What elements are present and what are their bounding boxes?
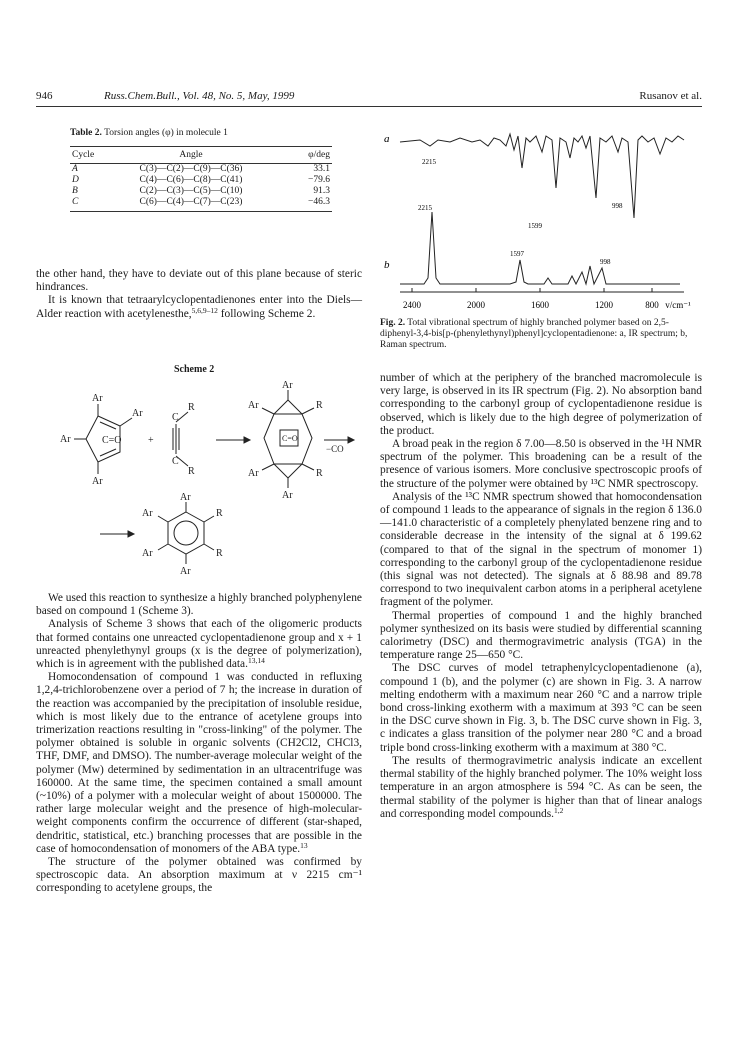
reference-superscript: 13,14 xyxy=(247,656,265,666)
reference-superscript: 13 xyxy=(300,840,308,850)
ir-spectrum-trace xyxy=(400,134,684,218)
figure-caption-text: Total vibrational spectrum of highly branched polymer based on 2,5-diphenyl-3,4-bis[p-(phenylethynyl)phenyl]cyclopentadienone: a, IR spectrum; b, Raman spectrum. xyxy=(380,318,688,351)
scheme-label-ar: Ar xyxy=(282,490,293,501)
table-row xyxy=(70,175,332,186)
table-cell: D xyxy=(72,175,79,185)
table-cell: −46.3 xyxy=(278,197,332,212)
table-cell: 33.1 xyxy=(313,164,330,174)
table-header-row xyxy=(70,147,332,164)
scheme-label-ar: Ar xyxy=(92,476,103,487)
paragraph: the other hand, they have to deviate out of this plane because of steric hindrances. xyxy=(36,268,362,294)
paragraph: Thermal properties of compound 1 and the highly branched polymer synthesized on its basis were studied by differential scanning calorimetry (DSC) and thermogravimetric analysis (TGA) in the temperature range 25—650 °C. xyxy=(380,609,702,662)
paragraph: It is known that tetraarylcyclopentadienones enter into the Diels—Alder reaction with acetylenesthe,$^{5,6,9-12}$ following Scheme 2. xyxy=(36,294,362,320)
table-label: Table 2. xyxy=(70,128,102,138)
paragraph: Analysis of Scheme 3 shows that each of the oligomeric products that formed contains one unreacted cyclopentadienone group and x + 1 unreacted phenylethynyl groups (x is the degree of polymerization), which is in agreement with the published data.$^{13,14}$ xyxy=(36,618,362,671)
table-cell: C(2)—C(3)—C(5)—C(10) xyxy=(139,186,243,196)
ir-peak-label: 998 xyxy=(612,202,623,210)
table-cell: C(4)—C(6)—C(8)—C(41) xyxy=(139,175,243,185)
header-phi: φ/deg xyxy=(278,147,332,164)
paragraph: Analysis of the ¹³C NMR spectrum showed that homocondensation of compound 1 leads to the appearance of signals in the region δ 136.0—141.0 characteristic of a completely phenylated benzene ring and to considerable decrease in the intensity of the signal at δ 199.62 (compared to that of the signal in the spectrum of monomer 1) corresponding to the carbonyl group of the cyclopentadienone residue (this signal was not detected). The signals at δ 88.98 and 89.78 correspond to two inequivalent carbon atoms in a peripheral acetylene fragment of the polymer. xyxy=(380,490,702,609)
scheme-label-co: C=O xyxy=(102,435,122,446)
reference-superscript: 1,2 xyxy=(554,805,564,815)
table-cell: C(6)—C(4)—C(7)—C(23) xyxy=(104,197,278,212)
scheme-label-r: R xyxy=(216,548,223,559)
scheme-label-ar: Ar xyxy=(142,548,153,559)
figure-caption xyxy=(380,318,702,352)
table-row xyxy=(70,197,332,212)
table-row xyxy=(70,186,332,197)
table-caption xyxy=(70,128,228,138)
scheme-label-co: C=O xyxy=(282,434,298,443)
scheme-label-ar: Ar xyxy=(180,566,191,577)
scheme-label-ar: Ar xyxy=(142,508,153,519)
paragraph: Homocondensation of compound 1 was conducted in refluxing 1,2,4-trichlorobenzene over a period of 7 h; the increase in duration of the reaction was accompanied by the precipitation of insoluble residue, which is most likely due to the entrance of acetylene groups into trimerization reactions resulting in "cross-linking" of the polymer. The polymer obtained is soluble in organic solvents (CH2Cl2, CHCl3, THF, DMF, and DMSO). The number-average molecular weight of the polymer (Mw) determined by sedimentation in an ultracentrifuge was 160000. At the same time, the specimen contained a small amount (~10%) of a polymer with a molecular weight of about 1500000. The rather large molecular weight and the presence of high-molecular-weight components confirm the occurrence of different (star-shaped, dendritic, statistical, etc.) branching processes that are possible in the case of homocondensation of monomers of the ABA type.$^{13}$ xyxy=(36,671,362,855)
paragraph: We used this reaction to synthesize a highly branched polyphenylene based on compound 1 (Scheme 3). xyxy=(36,592,362,618)
x-tick-label: 1600 xyxy=(531,300,549,310)
table-cell: B xyxy=(72,186,78,196)
scheme-label-c: C xyxy=(172,412,179,423)
paragraph: A broad peak in the region δ 7.00—8.50 is observed in the ¹H NMR spectrum of the polymer. This broadening can be a result of the presence of various isomers. More conclusive spectroscopic proofs of the structure of the polymer were obtained by ¹³C NMR spectroscopy. xyxy=(380,438,702,490)
raman-peak-label: 2215 xyxy=(418,204,432,212)
scheme-label-c: C xyxy=(172,456,179,467)
header-rule xyxy=(36,106,702,107)
raman-peak-label: 998 xyxy=(600,258,611,266)
x-tick-label: 2400 xyxy=(403,300,421,310)
ir-peak-label: 1599 xyxy=(528,222,542,230)
raman-peak-label: 1597 xyxy=(510,250,524,258)
table-title: Torsion angles (φ) in molecule 1 xyxy=(104,128,228,138)
scheme-label-r: R xyxy=(316,468,323,479)
figure-label: Fig. 2. xyxy=(380,318,406,328)
scheme-label-ar: Ar xyxy=(248,400,259,411)
right-column-text xyxy=(380,372,702,821)
table-cell: −79.6 xyxy=(308,175,330,185)
left-column-top-text xyxy=(36,268,362,321)
scheme-2-diagram xyxy=(36,380,362,580)
vibrational-spectrum-figure xyxy=(380,128,702,316)
reference-superscript: 5,6,9–12 xyxy=(191,305,218,315)
scheme-label-r: R xyxy=(216,508,223,519)
scheme-label-ar: Ar xyxy=(132,408,143,419)
left-column-bottom-text xyxy=(36,592,362,896)
panel-label-b: b xyxy=(384,259,390,271)
paragraph: The DSC curves of model tetraphenylcyclopentadienone (a), compound 1 (b), and the polymer (c) are shown in Fig. 3. A narrow melting endotherm with a maximum near 260 °C and a narrow triple bond cross-linking exotherm with a maximum at 393 °C can be seen in the DSC curve shown in Fig. 3, b. The DSC curve shown in Fig. 3, c indicates a glass transition of the polymer near 280 °C and a broad triple bond cross-linking exotherm with a maximum at 380 °C. xyxy=(380,662,702,754)
journal-citation: Russ.Chem.Bull., Vol. 48, No. 5, May, 1999 xyxy=(104,90,295,102)
paragraph: The results of thermogravimetric analysis indicate an excellent thermal stability of the highly branched polymer. The 10% weight loss temperature in an argon atmosphere is 594 °C. As can be seen, the thermal stability of the polymer is higher than that of linear analogs and corresponding model compounds.$^{1,2}$ xyxy=(380,754,702,820)
paragraph: number of which at the periphery of the branched macromolecule is very large, is observed in its IR spectrum (Fig. 2). No absorption band corresponding to the carbonyl group of cyclopentadienone residue is observed, which is likely due to the high degree of polymerization of the product. xyxy=(380,372,702,437)
scheme-label-ar: Ar xyxy=(60,434,71,445)
scheme-label-ar: Ar xyxy=(248,468,259,479)
x-tick-label: 800 xyxy=(645,300,659,310)
scheme-plus: + xyxy=(148,435,154,446)
table-row xyxy=(70,164,332,176)
header-cycle: Cycle xyxy=(70,147,104,164)
x-axis-unit: v/cm⁻¹ xyxy=(665,300,691,310)
scheme-label-ar: Ar xyxy=(180,492,191,503)
header-angle: Angle xyxy=(104,147,278,164)
x-tick-label: 2000 xyxy=(467,300,485,310)
x-tick-label: 1200 xyxy=(595,300,613,310)
paragraph: The structure of the polymer obtained was confirmed by spectroscopic data. An absorption maximum at ν 2215 cm⁻¹ corresponding to acetylene groups, the xyxy=(36,856,362,895)
torsion-angle-table xyxy=(70,146,332,212)
scheme-label-ar: Ar xyxy=(92,393,103,404)
table-cell: A xyxy=(72,164,78,174)
table-cell: C xyxy=(70,197,104,212)
page-number: 946 xyxy=(36,90,53,102)
scheme-title: Scheme 2 xyxy=(174,364,215,375)
scheme-minus-co: −CO xyxy=(326,444,344,454)
scheme-label-r: R xyxy=(316,400,323,411)
running-authors: Rusanov et al. xyxy=(639,90,702,102)
ir-peak-label: 2215 xyxy=(422,158,436,166)
panel-label-a: a xyxy=(384,133,390,145)
scheme-label-r: R xyxy=(188,466,195,477)
scheme-label-r: R xyxy=(188,402,195,413)
table-cell: C(3)—C(2)—C(9)—C(36) xyxy=(139,164,243,174)
table-cell: 91.3 xyxy=(313,186,330,196)
scheme-label-ar: Ar xyxy=(282,380,293,391)
